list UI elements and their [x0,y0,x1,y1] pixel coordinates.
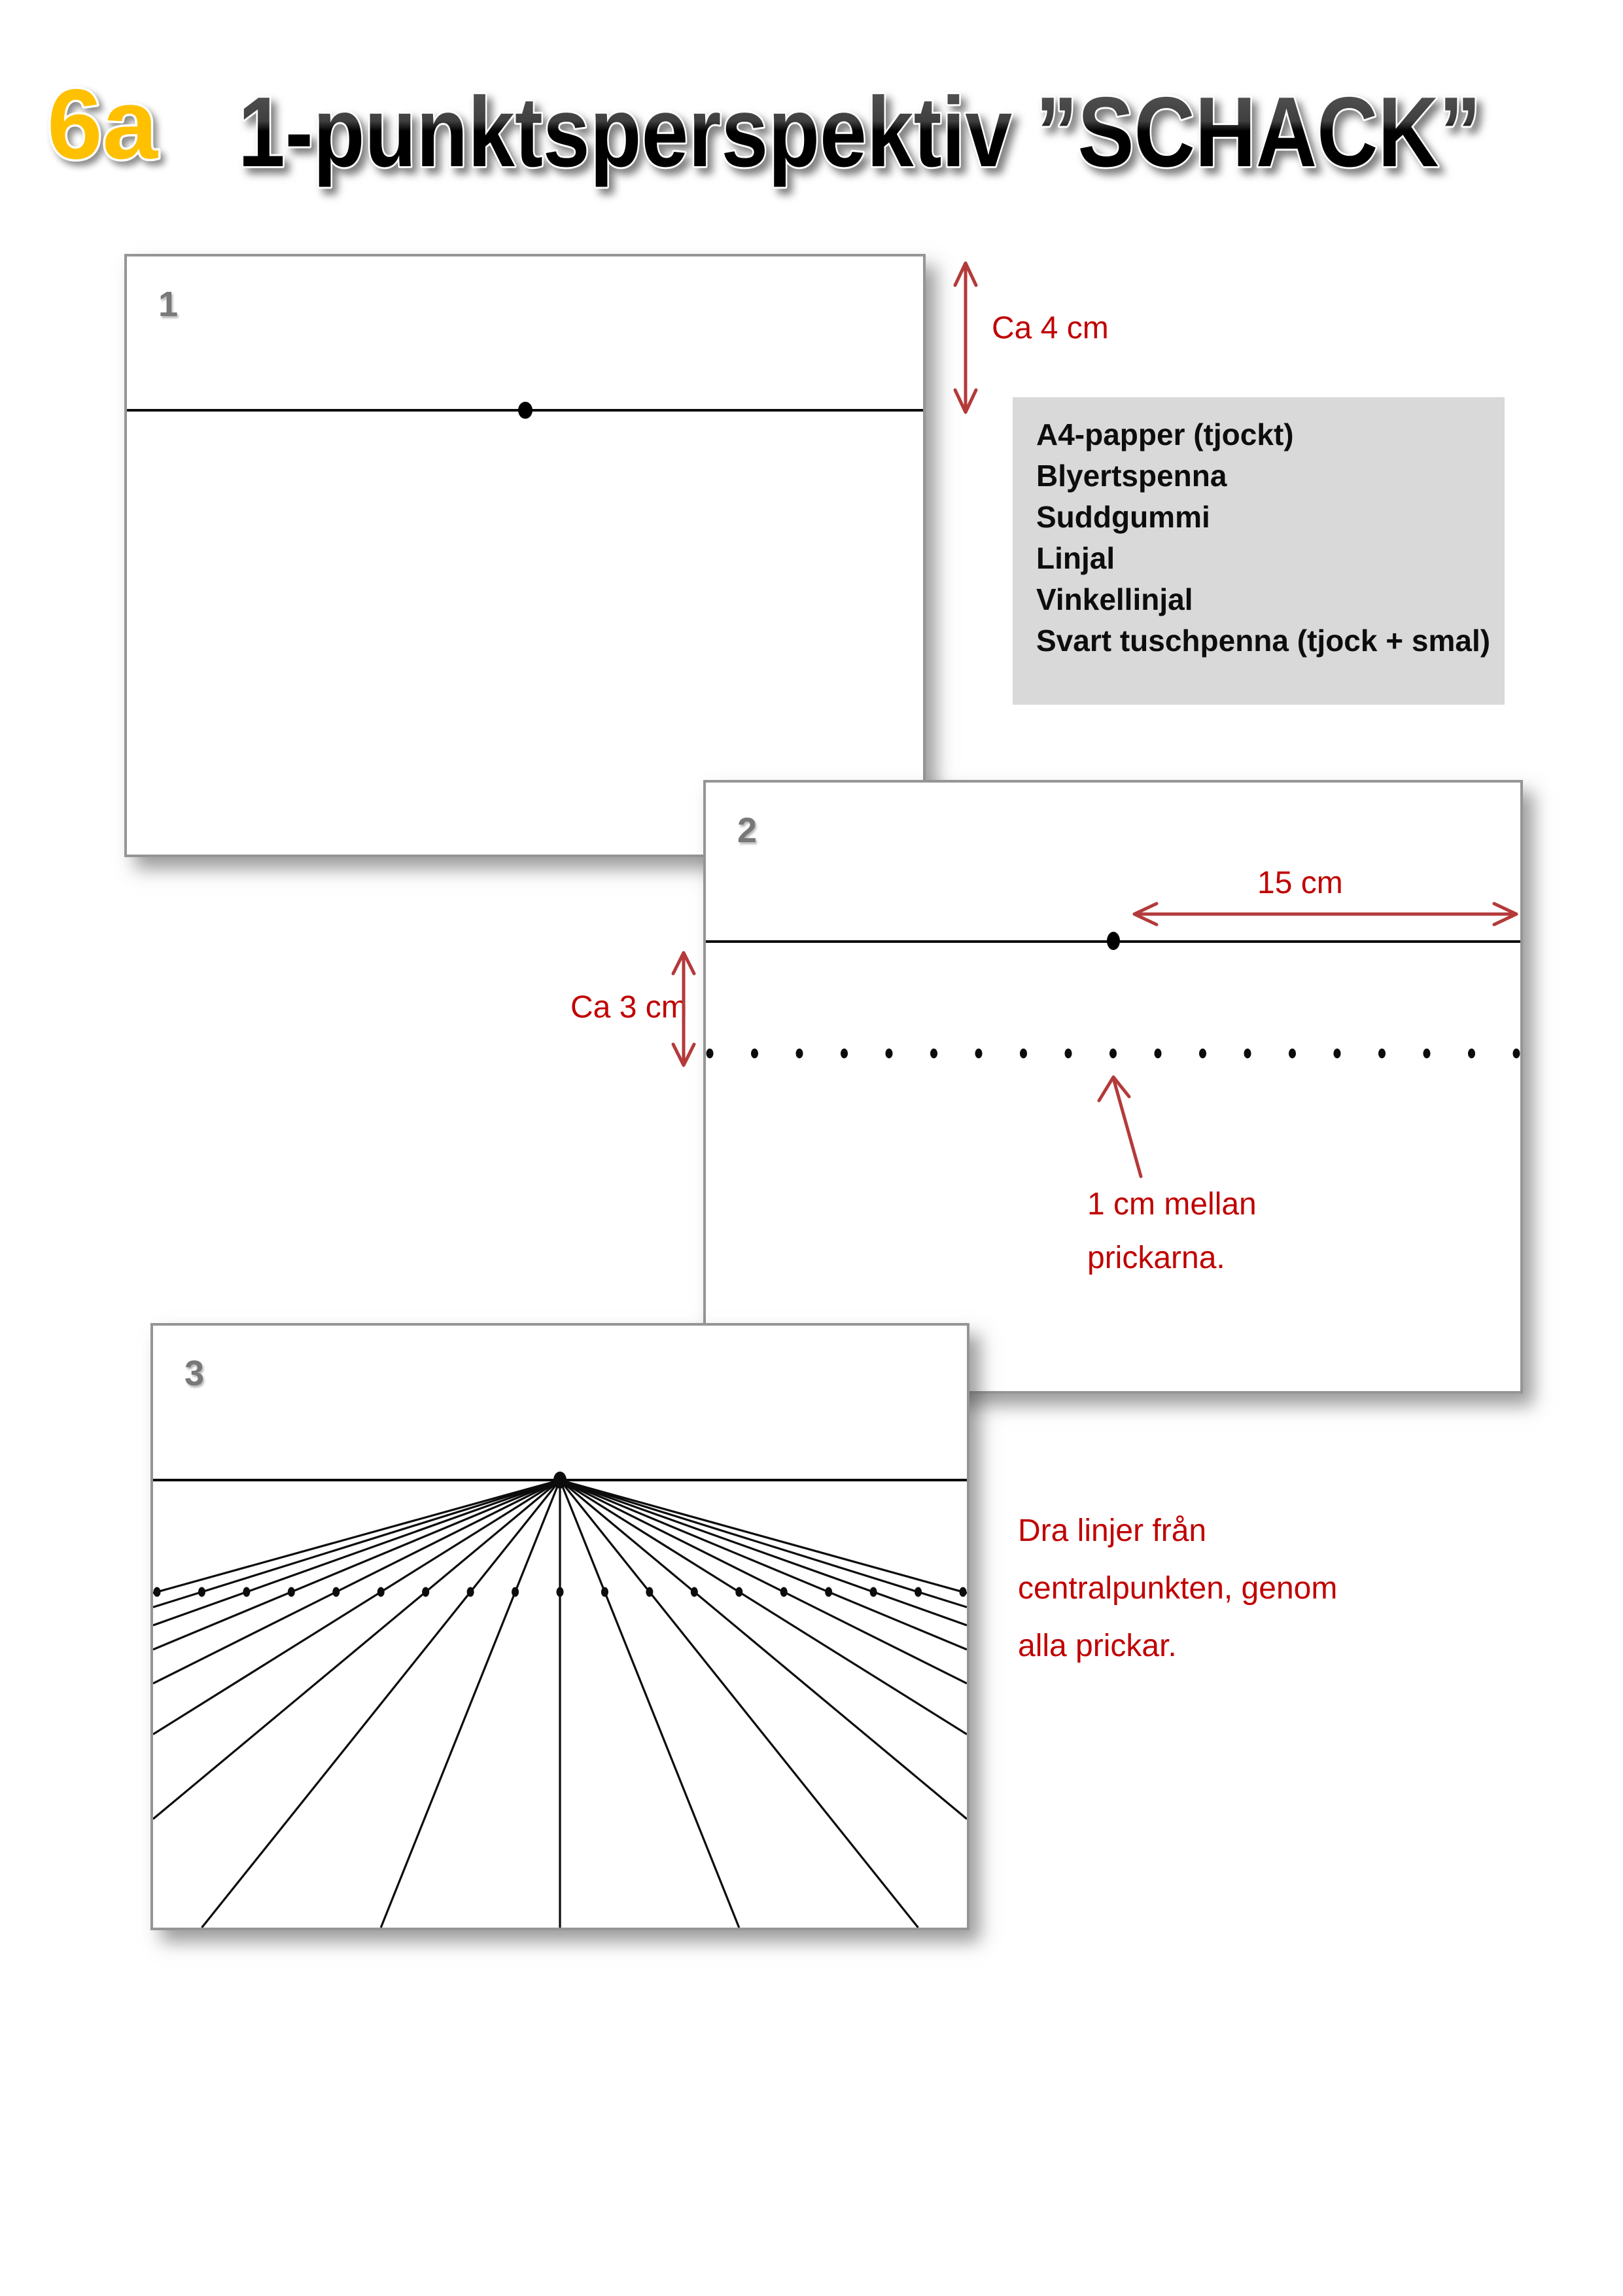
page-title-text: 1-punktsperspektiv ”SCHACK” [238,77,1481,188]
step-number-2: 2 [737,811,758,850]
measure-label-15cm: 15 cm [1257,866,1343,900]
perspective-ray [560,1480,967,1593]
dot [557,1587,564,1597]
dot [1244,1049,1251,1059]
dot [886,1049,893,1059]
perspective-ray [153,1480,560,1607]
dot [975,1049,983,1059]
dot [512,1587,519,1597]
perspective-ray [153,1480,560,1625]
dot [1020,1049,1027,1059]
perspective-ray [153,1480,560,1734]
dot [1423,1049,1431,1059]
step-panel-3 [150,1323,969,1930]
dot [154,1587,161,1597]
vanishing-point-dot-3 [553,1472,567,1489]
perspective-ray [560,1480,967,1625]
dot [198,1587,205,1597]
perspective-ray [560,1480,967,1734]
dot [332,1587,340,1597]
dot [870,1587,877,1597]
dot [467,1587,474,1597]
dot [1378,1049,1386,1059]
dot [377,1587,385,1597]
class-badge-text: 6a [47,69,158,180]
perspective-fan [153,1326,967,1928]
measure-label-3cm: Ca 3 cm [570,990,688,1025]
dot [243,1587,250,1597]
dot [422,1587,429,1597]
perspective-ray [381,1480,560,1928]
dot [960,1587,967,1597]
dot [841,1049,848,1059]
perspective-ray [560,1480,739,1928]
perspective-ray [560,1480,918,1928]
materials-item: Vinkellinjal [1036,582,1193,616]
materials-item: Blyertspenna [1036,459,1227,493]
perspective-ray [153,1480,560,1650]
step-number-1: 1 [158,285,179,324]
perspective-ray [153,1480,560,1819]
rays-note [1018,1502,1337,1675]
dot [1155,1049,1162,1059]
perspective-ray [560,1480,967,1684]
dot [1199,1049,1206,1059]
dot [691,1587,698,1597]
dot [751,1049,758,1059]
perspective-ray [560,1480,967,1650]
materials-item: A4-papper (tjockt) [1036,417,1294,451]
step-panel-1 [124,254,926,857]
perspective-ray [560,1480,967,1607]
perspective-ray [201,1480,560,1928]
up-down-arrow-icon [669,946,699,1072]
materials-list [1013,397,1505,662]
pointer-arrow-icon [1091,1068,1163,1186]
dot [735,1587,742,1597]
dot [915,1587,922,1597]
materials-box [1013,397,1505,705]
materials-item: Linjal [1036,541,1115,575]
dot [780,1587,788,1597]
dot [646,1587,653,1597]
dot [1468,1049,1475,1059]
dot [707,1049,714,1059]
step-number-3: 3 [184,1354,205,1393]
dots-note-line: 1 cm mellan [1087,1187,1257,1222]
class-badge [41,54,211,198]
dots-note-line: prickarna. [1087,1241,1225,1275]
perspective-ray [153,1480,560,1684]
dots-row-2 [706,1044,1520,1060]
rays-note-line: centralpunkten, genom [1018,1571,1338,1606]
dot [1109,1049,1117,1059]
page-title [233,50,1535,246]
dot [1334,1049,1341,1059]
dot [825,1587,832,1597]
dot [288,1587,295,1597]
materials-item: Svart tuschpenna (tjock + smal) [1036,624,1491,658]
up-down-arrow-icon [950,255,981,420]
dot [796,1049,803,1059]
measure-label-4cm: Ca 4 cm [992,311,1109,345]
dot [1065,1049,1072,1059]
rays-note-line: Dra linjer från [1018,1513,1207,1548]
perspective-ray [560,1480,967,1819]
vanishing-point-dot-1 [518,402,532,419]
dot [601,1587,608,1597]
materials-item: Suddgummi [1036,500,1210,534]
dot [1289,1049,1296,1059]
dot [1513,1049,1520,1059]
left-right-arrow-icon [1125,899,1526,929]
perspective-ray [153,1480,560,1593]
dots-note [1087,1178,1257,1285]
vanishing-point-dot-2 [1107,932,1120,950]
dot [930,1049,937,1059]
rays-note-line: alla prickar. [1018,1629,1177,1663]
